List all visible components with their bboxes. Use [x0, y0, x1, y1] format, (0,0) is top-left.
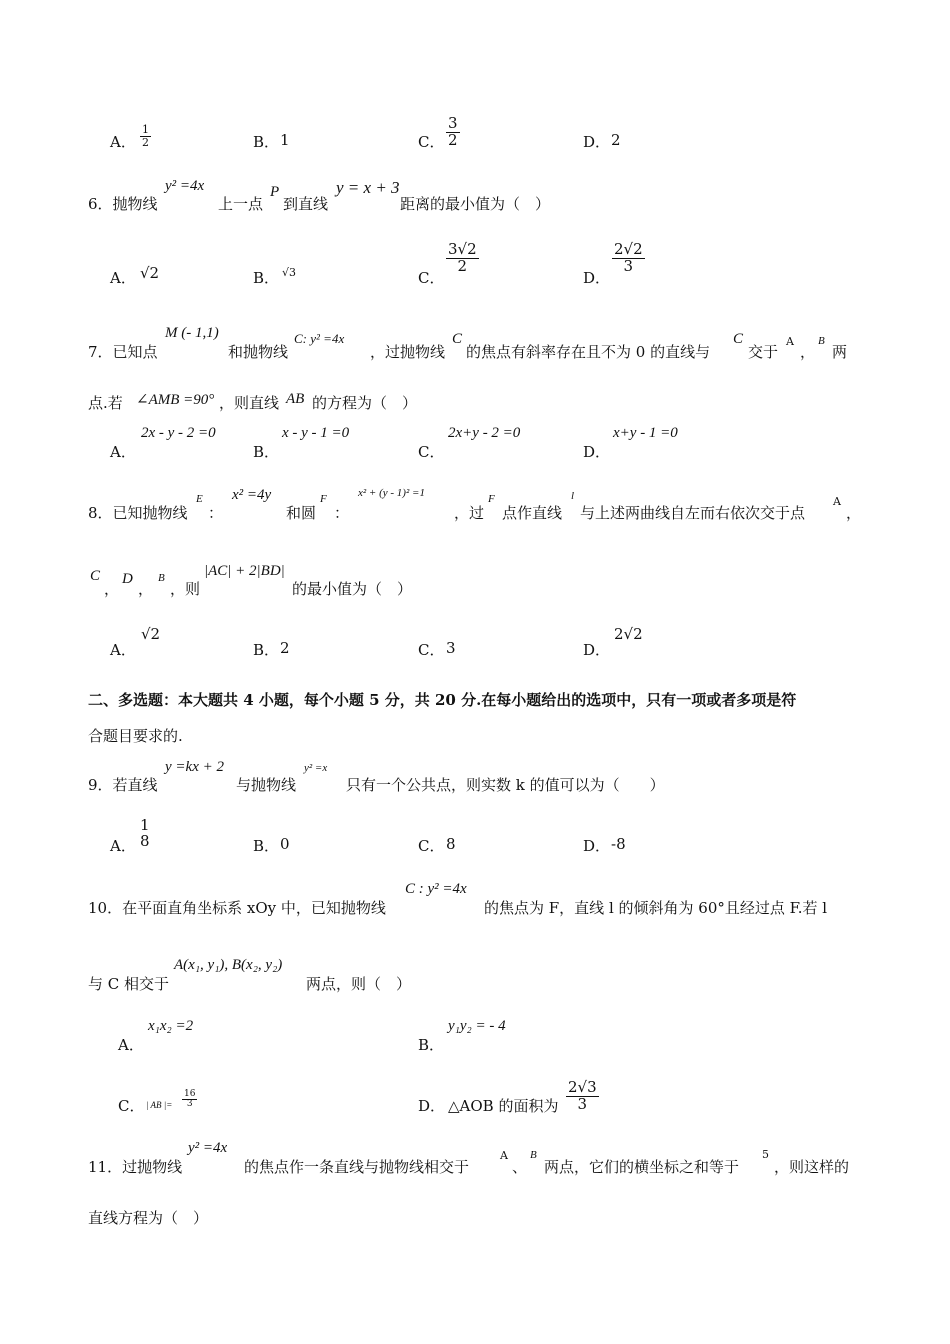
q7-text-4: 交于: [748, 343, 779, 361]
q11-number-five: 5: [762, 1148, 769, 1161]
q10-option-d-fraction: $\frac{2√3}{3}$: [568, 1078, 597, 1113]
q7-segment-ab: AB: [286, 391, 305, 407]
q7-text-3: 的焦点有斜率存在且不为 0 的直线与: [466, 343, 711, 361]
q8-curve-e: E: [196, 493, 203, 505]
q7-text-6: 点.若: [88, 394, 123, 412]
q5-option-c-fraction: $\frac{3}{2}$: [448, 114, 458, 149]
q9-option-b-value: 0: [280, 835, 290, 853]
q8-option-c-value: 3: [446, 639, 456, 657]
q10-text-2: 与 C 相交于: [88, 975, 170, 993]
q8-colon-1: ：: [208, 504, 224, 522]
q8-option-b-label: B．: [253, 641, 280, 659]
q7-point-m: M (- 1,1): [165, 325, 219, 341]
q8-text-1: 和圆: [286, 504, 317, 522]
q9-option-d-value: -8: [611, 835, 626, 853]
q7-point-a: A: [786, 335, 794, 348]
q8-text-5: ，则: [170, 580, 201, 598]
q9-option-d-label: D．: [583, 837, 611, 855]
q5-option-d-value: 2: [611, 131, 621, 149]
q8-point-b: B: [158, 572, 165, 584]
q5-option-a-label: A．: [110, 133, 136, 151]
q6-option-b-label: B．: [253, 269, 280, 287]
q8-text-6: 的最小值为（ ）: [292, 580, 413, 598]
section-2-heading-line-2: 合题目要求的.: [88, 727, 183, 745]
q7-text-8: 的方程为（ ）: [312, 394, 418, 412]
q11-point-a: A: [500, 1149, 508, 1162]
q11-text-2: 两点，它们的横坐标之和等于: [544, 1158, 740, 1176]
q8-option-a-value: √2: [141, 625, 161, 643]
q10-option-b-label: B．: [418, 1036, 445, 1054]
q11-sep: 、: [512, 1158, 528, 1176]
q6-number: 6．抛物线: [88, 195, 158, 213]
q7-option-c-label: C．: [418, 443, 445, 461]
q9-line-equation: y =kx + 2: [165, 759, 224, 775]
q6-option-d-fraction: $\frac{2√2}{3}$: [614, 240, 643, 275]
q8-option-b-value: 2: [280, 639, 290, 657]
q5-option-a-fraction: $\frac{1}{2}$: [142, 123, 149, 149]
q10-option-c-fraction: $\frac{16}{3}$: [184, 1089, 196, 1110]
q10-text-1: 的焦点为 F，直线 l 的倾斜角为 60°且经过点 F.若 l: [484, 899, 828, 917]
q7-text-2: ，过抛物线: [370, 343, 446, 361]
q7-option-c-value: 2x+y - 2 =0: [448, 425, 521, 441]
q9-option-a-fraction: 1 8: [140, 816, 150, 850]
q6-parabola-equation: y² =4x: [165, 178, 205, 194]
q10-number: 10．在平面直角坐标系 xOy 中，已知抛物线: [88, 899, 386, 917]
q9-number: 9．若直线: [88, 776, 158, 794]
q9-text-1: 与抛物线: [236, 776, 297, 794]
section-2-heading-line-1: 二、多选题：本大题共 4 小题，每个小题 5 分，共 20 分.在每小题给出的选项中，只有一项或者多项是符: [88, 691, 797, 709]
q7-option-a-label: A．: [110, 443, 136, 461]
q6-text-3: 距离的最小值为（ ）: [400, 195, 551, 213]
q11-parabola-equation: y² =4x: [188, 1140, 228, 1156]
q7-text-5: 两: [832, 343, 848, 361]
q5-option-b-label: B．: [253, 133, 280, 151]
q10-option-d-label: D．: [418, 1097, 446, 1115]
q10-parabola-equation: C : y² =4x: [405, 881, 467, 897]
q8-parabola-equation: x² =4y: [232, 487, 272, 503]
q10-option-d-text: △AOB 的面积为: [448, 1097, 559, 1115]
q8-text-3: 点作直线: [502, 504, 563, 522]
q10-option-c-label: C．: [118, 1097, 145, 1115]
q8-colon-2: ：: [334, 504, 350, 522]
q6-option-d-label: D．: [583, 269, 611, 287]
q7-curve-c: C: [452, 331, 463, 347]
q7-angle: ∠AMB =90°: [136, 392, 215, 408]
q9-text-2: 只有一个公共点，则实数 k 的值可以为（ ）: [346, 776, 665, 794]
q7-point-b: B: [818, 335, 825, 347]
q6-option-b-value: √3: [282, 266, 297, 279]
q10-text-3: 两点，则（ ）: [306, 975, 412, 993]
q7-option-b-value: x - y - 1 =0: [282, 425, 350, 441]
q7-number: 7．已知点: [88, 343, 158, 361]
q8-point-f: F: [488, 493, 495, 505]
q11-number: 11．过抛物线: [88, 1158, 183, 1176]
q8-option-d-value: 2√2: [614, 625, 643, 643]
q8-number: 8．已知抛物线: [88, 504, 188, 522]
q8-option-a-label: A．: [110, 641, 136, 659]
q7-option-b-label: B．: [253, 443, 280, 461]
q8-point-d: D: [122, 571, 133, 587]
q5-option-d-label: D．: [583, 133, 611, 151]
q7-text-7: ，则直线: [219, 394, 280, 412]
q7-comma: ，: [800, 343, 816, 361]
q8-point-c: C: [90, 568, 101, 584]
q8-text-4: 与上述两曲线自左而右依次交于点: [580, 504, 806, 522]
q9-option-c-value: 8: [446, 835, 456, 853]
q10-option-a-label: A．: [118, 1036, 144, 1054]
q7-option-d-value: x+y - 1 =0: [613, 425, 678, 441]
q8-comma: ，: [846, 504, 862, 522]
q7-parabola-equation: C: y² =4x: [294, 331, 345, 346]
q11-text-4: 直线方程为（ ）: [88, 1209, 209, 1227]
q9-option-c-label: C．: [418, 837, 445, 855]
q10-option-a-value: x₁x₂ =2: [148, 1018, 194, 1034]
q8-sep-2: ，: [138, 580, 154, 598]
q6-option-c-label: C．: [418, 269, 445, 287]
q6-option-a-value: √2: [140, 264, 160, 282]
q10-intersection-points: A(x₁, y₁), B(x₂, y₂): [174, 957, 283, 973]
q8-circle-equation: x² + (y - 1)² =1: [358, 487, 425, 499]
q6-option-a-label: A．: [110, 269, 136, 287]
q8-line-l: l: [571, 490, 575, 502]
q8-expression: |AC| + 2|BD|: [204, 563, 285, 579]
q10-option-c-text: | AB |=: [146, 1100, 173, 1110]
q7-text-1: 和抛物线: [228, 343, 289, 361]
q6-text-1: 上一点: [218, 195, 264, 213]
q8-text-2: ，过: [454, 504, 485, 522]
q8-option-c-label: C．: [418, 641, 445, 659]
q6-text-2: 到直线: [283, 195, 329, 213]
q8-option-d-label: D．: [583, 641, 611, 659]
q7-curve-c-2: C: [733, 331, 744, 347]
q6-line-equation: y = x + 3: [336, 178, 400, 197]
q11-text-1: 的焦点作一条直线与抛物线相交于: [244, 1158, 470, 1176]
q8-point-a: A: [833, 495, 841, 508]
q6-point-p: P: [270, 184, 280, 200]
q6-option-c-fraction: $\frac{3√2}{2}$: [448, 240, 477, 275]
q11-point-b: B: [530, 1149, 537, 1161]
q10-option-b-value: y₁y₂ = - 4: [448, 1018, 506, 1034]
q8-circle-f: F: [320, 493, 327, 505]
q11-text-3: ，则这样的: [774, 1158, 850, 1176]
q7-option-d-label: D．: [583, 443, 611, 461]
q9-option-a-label: A．: [110, 837, 136, 855]
q8-sep-1: ，: [104, 580, 120, 598]
q9-parabola-equation: y² =x: [304, 762, 328, 774]
q5-option-c-label: C．: [418, 133, 445, 151]
q5-option-b-value: 1: [280, 131, 290, 149]
q9-option-b-label: B．: [253, 837, 280, 855]
q7-option-a-value: 2x - y - 2 =0: [141, 425, 216, 441]
